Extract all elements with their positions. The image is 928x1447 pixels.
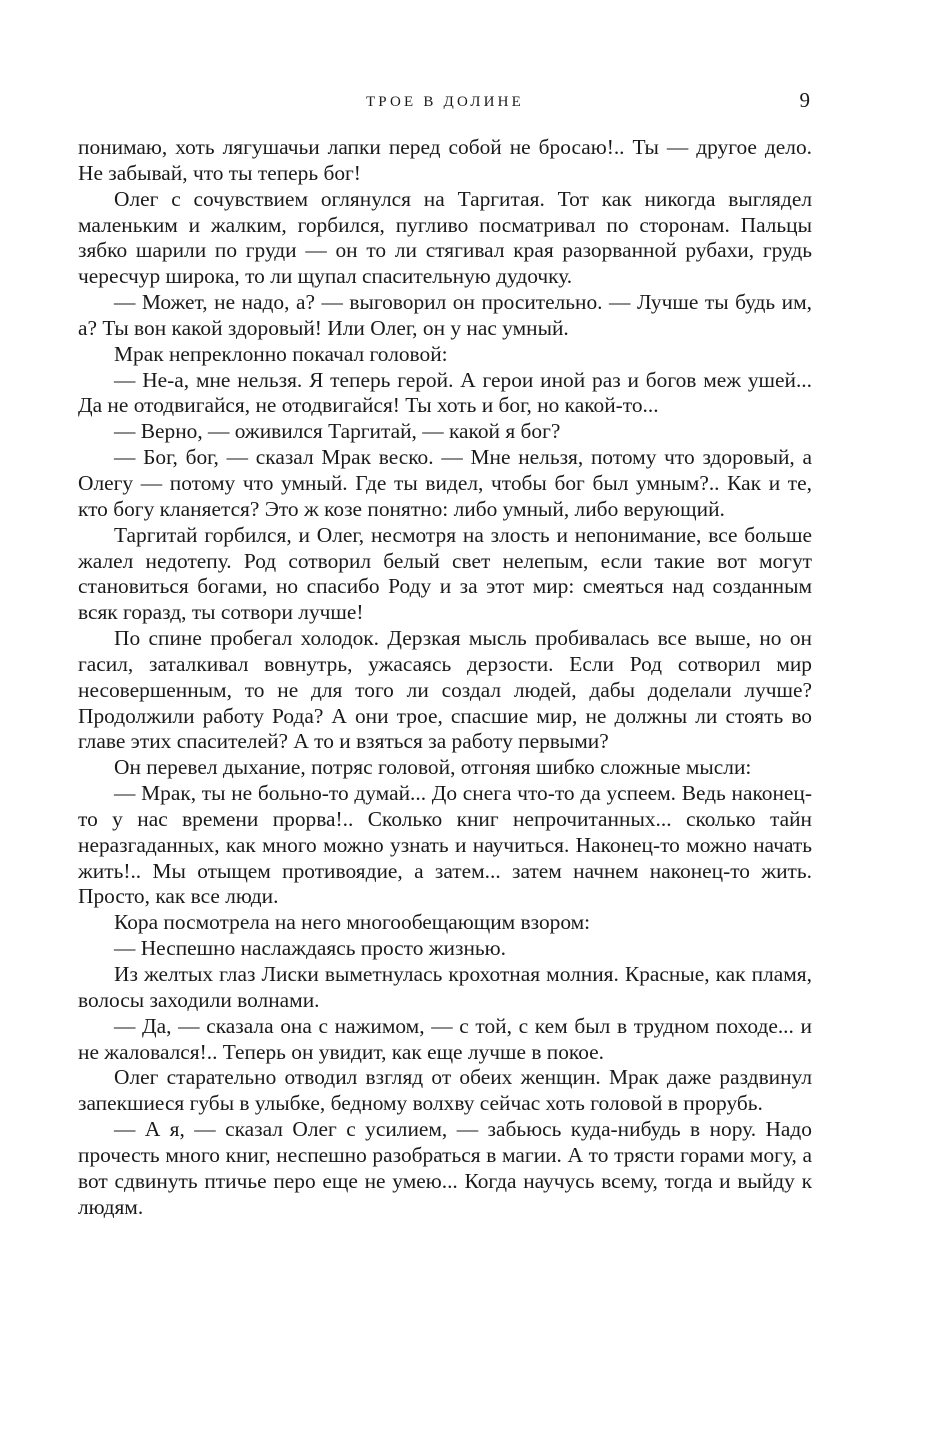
paragraph: — Не-а, мне нельзя. Я теперь герой. А герои иной раз и богов меж ушей... Да не отодвигайся, не отодвигайся! Ты хоть и бог, но какой-то... — [78, 367, 812, 418]
paragraph: — Да, — сказала она с нажимом, — с той, с кем был в трудном походе... и не жаловался!.. Теперь он увидит, как еще лучше в покое. — [78, 1013, 812, 1064]
paragraph: — Неспешно наслаждаясь просто жизнью. — [114, 936, 506, 961]
paragraph: Он перевел дыхание, потряс головой, отгоняя шибко сложные мысли: — [114, 755, 752, 780]
paragraph: Таргитай горбился, и Олег, несмотря на злость и непонимание, все больше жалел недотепу. Род сотворил белый свет нелепым, если такие вот могут становиться богами, но спасибо Роду и за этот мир: смеяться над созданным всяк горазд, ты сотвори лучше! — [78, 522, 812, 625]
paragraph: Из желтых глаз Лиски выметнулась крохотная молния. Красные, как пламя, волосы заходили волнами. — [78, 962, 812, 1012]
paragraph: — А я, — сказал Олег с усилием, — забьюсь куда-нибудь в нору. Надо прочесть много книг, неспешно разобраться в магии. А то трясти горами могу, а вот сдвинуть птичье перо еще не умею... Когда научусь всему, тогда и выйду к людям. — [78, 1117, 812, 1219]
running-header — [78, 88, 812, 114]
paragraph: Олег с сочувствием оглянулся на Таргитая. Тот как никогда выглядел маленьким и жалким, горбился, пугливо посматривал по сторонам. Пальцы зябко шарили по груди — он то ли стягивал края разорванной рубахи, грудь чересчур широка, то ли щупал спасительную дудочку. — [78, 186, 812, 289]
paragraph: понимаю, хоть лягушачьи лапки перед собой не бросаю!.. Ты — другое дело. Не забывай, что ты теперь бог! — [78, 135, 812, 185]
running-title: ТРОЕ В ДОЛИНЕ — [365, 94, 525, 110]
paragraph: — Бог, бог, — сказал Мрак веско. — Мне нельзя, потому что здоровый, а Олегу — потому что умный. Где ты видел, чтобы бог был умным?.. Как и те, кто богу кланяется? Это ж козе понятно: либо умный, либо верующий. — [78, 445, 812, 521]
paragraph: По спине пробегал холодок. Дерзкая мысль пробивалась все выше, но он гасил, заталкивал вовнутрь, ужасаясь дерзости. Если Род сотворил мир несовершенным, то не для того ли создал людей, дабы доделали лучше? Продолжили работу Рода? А они трое, спасшие мир, не должны ли стоять во главе этих спасителей? А то и взяться за работу первыми? — [78, 626, 812, 754]
paragraph: — Верно, — оживился Таргитай, — какой я бог? — [114, 419, 561, 444]
text-body — [78, 135, 812, 1220]
paragraph: Мрак непреклонно покачал головой: — [114, 341, 448, 366]
paragraph: Олег старательно отводил взгляд от обеих женщин. Мрак даже раздвинул запекшиеся губы в улыбке, бедному волхву сейчас хоть головой в прорубь. — [78, 1065, 812, 1116]
page-number: 9 — [799, 88, 810, 112]
paragraph: — Мрак, ты не больно-то думай... До снега что-то да успеем. Ведь наконец-то у нас времени прорва!.. Сколько книг непрочитанных... сколько тайн неразгаданных, как много можно узнать и научиться. Наконец-то можно начать жить!.. Мы отыщем противоядие, а затем... затем начнем наконец-то жить. Просто, как все люди. — [78, 781, 812, 909]
paragraph: Кора посмотрела на него многообещающим взором: — [114, 910, 591, 935]
paragraph: — Может, не надо, а? — выговорил он просительно. — Лучше ты будь им, а? Ты вон какой здоровый! Или Олег, он у нас умный. — [78, 290, 812, 340]
